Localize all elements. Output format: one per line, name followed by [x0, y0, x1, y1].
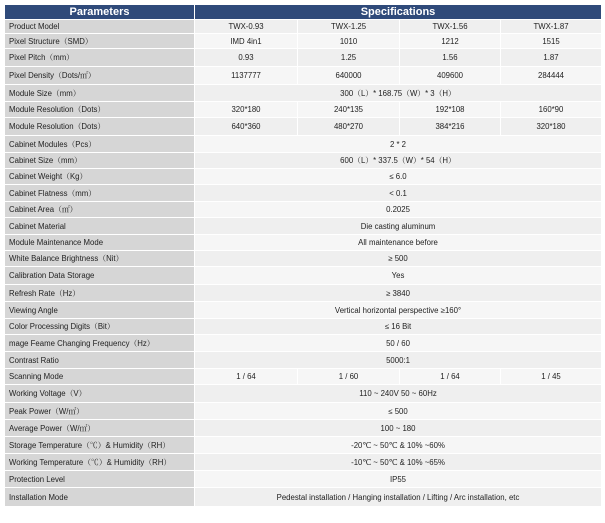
spec-row — [5, 437, 602, 454]
spec-value: 50 / 60 — [195, 335, 602, 352]
spec-label: Cabinet Size（mm） — [5, 153, 195, 169]
spec-label: Peak Power（W/㎡） — [5, 403, 195, 420]
spec-label: Working Temperature（℃）& Humidity（RH） — [5, 454, 195, 471]
spec-label: Scanning Mode — [5, 369, 195, 385]
spec-value: 0.2025 — [195, 202, 602, 218]
spec-row — [5, 169, 602, 185]
spec-label: Cabinet Area（㎡） — [5, 202, 195, 218]
spec-label: Pixel Density（Dots/㎡） — [5, 67, 195, 85]
spec-row — [5, 218, 602, 235]
spec-value: IP55 — [195, 471, 602, 488]
spec-value: 192*108 — [400, 102, 501, 118]
spec-value: 1.87 — [501, 49, 602, 67]
spec-row — [5, 319, 602, 335]
spec-value: ≤ 500 — [195, 403, 602, 420]
spec-value: 1 / 64 — [400, 369, 501, 385]
spec-value: 240*135 — [298, 102, 400, 118]
spec-row — [5, 49, 602, 67]
spec-value: 110 ~ 240V 50 ~ 60Hz — [195, 385, 602, 403]
spec-row — [5, 454, 602, 471]
spec-label: Installation Mode — [5, 488, 195, 507]
spec-row — [5, 136, 602, 153]
spec-value: 600（L）* 337.5（W）* 54（H） — [195, 153, 602, 169]
spec-value: 320*180 — [195, 102, 298, 118]
spec-value: -10℃ ~ 50℃ & 10% ~65% — [195, 454, 602, 471]
spec-row — [5, 118, 602, 136]
spec-value: 1 / 60 — [298, 369, 400, 385]
spec-value: ≤ 16 Bit — [195, 319, 602, 335]
spec-value: IMD 4in1 — [195, 34, 298, 49]
spec-value: 1 / 64 — [195, 369, 298, 385]
spec-value: TWX-0.93 — [195, 20, 298, 34]
spec-value: -20℃ ~ 50℃ & 10% ~60% — [195, 437, 602, 454]
spec-row — [5, 352, 602, 369]
spec-value: All maintenance before — [195, 235, 602, 251]
spec-value: Die casting aluminum — [195, 218, 602, 235]
spec-value: 384*216 — [400, 118, 501, 136]
spec-value: 100 ~ 180 — [195, 420, 602, 437]
spec-value: 0.93 — [195, 49, 298, 67]
spec-row — [5, 202, 602, 218]
spec-value: ≤ 6.0 — [195, 169, 602, 185]
spec-label: Calibration Data Storage — [5, 267, 195, 285]
spec-value: Vertical horizontal perspective ≥160° — [195, 302, 602, 319]
spec-value: 5000:1 — [195, 352, 602, 369]
spec-row — [5, 471, 602, 488]
spec-row — [5, 488, 602, 507]
spec-label: Cabinet Material — [5, 218, 195, 235]
spec-row — [5, 302, 602, 319]
spec-row — [5, 369, 602, 385]
spec-label: Viewing Angle — [5, 302, 195, 319]
spec-row — [5, 102, 602, 118]
spec-row — [5, 285, 602, 302]
spec-label: Cabinet Modules（Pcs） — [5, 136, 195, 153]
spec-label: Refresh Rate（Hz） — [5, 285, 195, 302]
spec-row — [5, 235, 602, 251]
spec-row — [5, 335, 602, 352]
specifications-header: Specifications — [195, 5, 602, 20]
spec-value: 1137777 — [195, 67, 298, 85]
spec-value: 300（L）* 168.75（W）* 3（H） — [195, 85, 602, 102]
spec-row — [5, 420, 602, 437]
spec-row — [5, 251, 602, 267]
spec-label: Product Model — [5, 20, 195, 34]
spec-value: 640000 — [298, 67, 400, 85]
spec-label: Contrast Ratio — [5, 352, 195, 369]
spec-value: TWX-1.25 — [298, 20, 400, 34]
spec-value: 480*270 — [298, 118, 400, 136]
spec-label: Pixel Pitch（mm） — [5, 49, 195, 67]
spec-row — [5, 67, 602, 85]
spec-label: Cabinet Flatness（mm） — [5, 185, 195, 202]
specifications-body — [5, 20, 602, 507]
spec-label: White Balance Brightness（Nit） — [5, 251, 195, 267]
spec-value: TWX-1.87 — [501, 20, 602, 34]
spec-value: ≥ 500 — [195, 251, 602, 267]
spec-label: Cabinet Weight（Kg） — [5, 169, 195, 185]
spec-label: Color Processing Digits（Bit） — [5, 319, 195, 335]
spec-value: Pedestal installation / Hanging installation / Lifting / Arc installation, etc — [195, 488, 602, 507]
spec-value: 2 * 2 — [195, 136, 602, 153]
spec-value: 284444 — [501, 67, 602, 85]
spec-label: Pixel Structure（SMD） — [5, 34, 195, 49]
spec-value: 409600 — [400, 67, 501, 85]
spec-value: 1515 — [501, 34, 602, 49]
spec-label: Module Maintenance Mode — [5, 235, 195, 251]
spec-value: 1212 — [400, 34, 501, 49]
spec-value: 1010 — [298, 34, 400, 49]
spec-value: < 0.1 — [195, 185, 602, 202]
spec-value: 1.56 — [400, 49, 501, 67]
spec-row — [5, 267, 602, 285]
parameters-header: Parameters — [5, 5, 195, 20]
spec-label: Module Resolution（Dots） — [5, 102, 195, 118]
spec-value: TWX-1.56 — [400, 20, 501, 34]
spec-label: mage Feame Changing Frequency（Hz） — [5, 335, 195, 352]
spec-label: Average Power（W/㎡） — [5, 420, 195, 437]
spec-value: ≥ 3840 — [195, 285, 602, 302]
spec-value: 1.25 — [298, 49, 400, 67]
spec-label: Module Size（mm） — [5, 85, 195, 102]
spec-value: 640*360 — [195, 118, 298, 136]
spec-label: Module Resolution（Dots） — [5, 118, 195, 136]
spec-row — [5, 385, 602, 403]
spec-row — [5, 20, 602, 34]
spec-label: Protection Level — [5, 471, 195, 488]
spec-row — [5, 153, 602, 169]
spec-value: 1 / 45 — [501, 369, 602, 385]
spec-label: Storage Temperature（℃）& Humidity（RH） — [5, 437, 195, 454]
spec-label: Working Voltage（V） — [5, 385, 195, 403]
spec-row — [5, 85, 602, 102]
spec-row — [5, 403, 602, 420]
spec-value: Yes — [195, 267, 602, 285]
spec-value: 160*90 — [501, 102, 602, 118]
spec-value: 320*180 — [501, 118, 602, 136]
spec-row — [5, 185, 602, 202]
spec-row — [5, 34, 602, 49]
specifications-table — [4, 4, 602, 507]
